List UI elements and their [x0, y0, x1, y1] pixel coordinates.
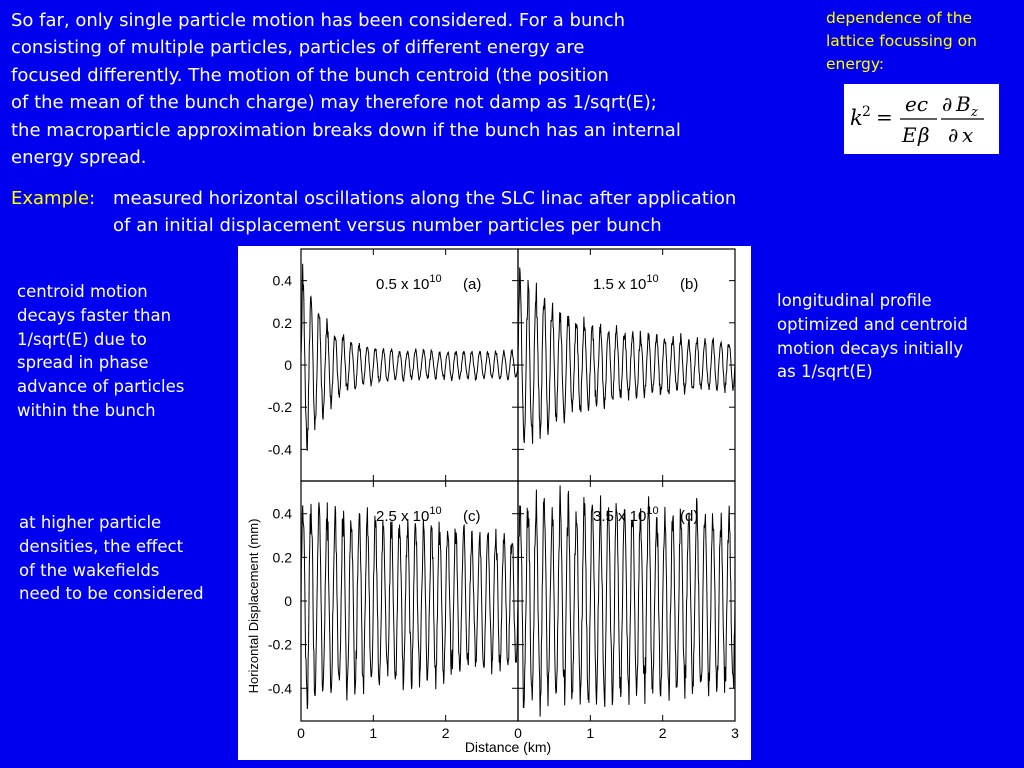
- note-bottom-left: [19, 511, 204, 606]
- x-tick-label: 3: [731, 725, 739, 741]
- formula-equals: =: [876, 105, 893, 129]
- note-line: motion decays initially: [777, 338, 964, 358]
- y-tick-label: 0.4: [272, 272, 292, 289]
- example-colon: :: [89, 188, 96, 209]
- note-line: as 1/sqrt(E): [777, 362, 873, 382]
- intro-line: of the mean of the bunch charge) may therefore not damp as 1/sqrt(E);: [11, 92, 657, 114]
- y-tick-label: 0: [284, 593, 292, 609]
- x-tick-label: 2: [658, 725, 667, 741]
- formula-B-subscript: z: [971, 105, 978, 120]
- formula-partial-den: ∂: [948, 123, 959, 147]
- y-tick-label: 0.2: [272, 314, 292, 331]
- dependence-line: dependence of the: [826, 9, 973, 27]
- formula-ec: ec: [905, 92, 929, 116]
- particle-count-label-d: 3.5 x $10^{10}$: [593, 505, 659, 525]
- panel-tag-c: (c): [463, 508, 481, 525]
- x-tick-label: 0: [297, 725, 305, 741]
- note-line: 1/sqrt(E) due to: [17, 329, 147, 349]
- note-line: of the wakefields: [19, 560, 160, 580]
- note-line: advance of particles: [17, 377, 185, 397]
- y-tick-label: -0.2: [267, 636, 292, 653]
- example-label: Example: [11, 188, 90, 209]
- x-tick-label: 2: [441, 725, 450, 741]
- particle-count-label-b: 1.5 x $10^{10}$: [593, 273, 659, 293]
- note-line: optimized and centroid: [777, 314, 968, 334]
- formula-x: x: [962, 123, 974, 147]
- formula-B: B: [956, 92, 971, 116]
- panel-tag-b: (b): [680, 276, 699, 293]
- note-top-left: [17, 280, 184, 423]
- x-axis-label: Distance (km): [464, 739, 552, 755]
- note-line: need to be considered: [19, 584, 204, 604]
- intro-line: energy spread.: [11, 147, 147, 169]
- formula-k-exponent: 2: [862, 104, 871, 120]
- note-line: longitudinal profile: [777, 291, 932, 310]
- particle-count-label-c: 2.5 x $10^{10}$: [376, 505, 442, 525]
- y-tick-label: 0.2: [272, 549, 292, 566]
- intro-line: So far, only single particle motion has been considered. For a bunch: [11, 10, 626, 31]
- y-tick-label: -0.2: [267, 399, 292, 416]
- note-line: densities, the effect: [19, 536, 184, 556]
- x-tick-label: 0: [514, 725, 522, 741]
- example-text: [113, 185, 736, 240]
- focusing-formula: [844, 84, 999, 154]
- formula-E: E: [902, 123, 917, 147]
- intro-paragraph: [11, 7, 811, 171]
- note-line: spread in phase: [17, 353, 149, 373]
- panel-tag-d: (d): [680, 508, 699, 525]
- formula-svg: [844, 84, 999, 154]
- note-line: at higher particle: [19, 513, 162, 532]
- example-line: measured horizontal oscillations along the SLC linac after application: [113, 188, 737, 209]
- dependence-line: energy:: [826, 55, 885, 73]
- dependence-line: lattice focussing on: [826, 32, 977, 50]
- oscillation-trace-c: [301, 502, 518, 709]
- example-label-wrap: [11, 185, 95, 212]
- oscillation-trace-b: [518, 268, 735, 444]
- note-line: decays faster than: [17, 305, 172, 325]
- x-tick-label: 1: [586, 725, 595, 741]
- note-line: centroid motion: [17, 282, 148, 301]
- formula-k: k: [850, 106, 863, 130]
- intro-line: consisting of multiple particles, particles of different energy are: [11, 37, 585, 59]
- y-tick-label: -0.4: [267, 441, 292, 458]
- intro-line: focused differently. The motion of the bunch centroid (the position: [11, 64, 609, 86]
- panel-tag-a: (a): [463, 276, 482, 293]
- example-line: of an initial displacement versus number particles per bunch: [113, 215, 662, 237]
- particle-count-label-a: 0.5 x $10^{10}$: [376, 273, 442, 293]
- oscillation-figure: [238, 246, 751, 760]
- intro-line: the macroparticle approximation breaks down if the bunch has an internal: [11, 119, 681, 141]
- y-axis-label: Horizontal Displacement (mm): [246, 518, 261, 694]
- y-tick-label: 0: [284, 357, 292, 373]
- x-tick-label: 1: [369, 725, 378, 741]
- note-right: [777, 289, 968, 384]
- dependence-note: [826, 7, 1021, 76]
- note-line: within the bunch: [17, 400, 156, 420]
- formula-beta: β: [918, 123, 930, 147]
- y-tick-label: 0.4: [272, 505, 292, 522]
- formula-partial-num: ∂: [942, 92, 953, 116]
- y-tick-label: -0.4: [267, 680, 292, 697]
- oscillation-chart: [238, 246, 751, 760]
